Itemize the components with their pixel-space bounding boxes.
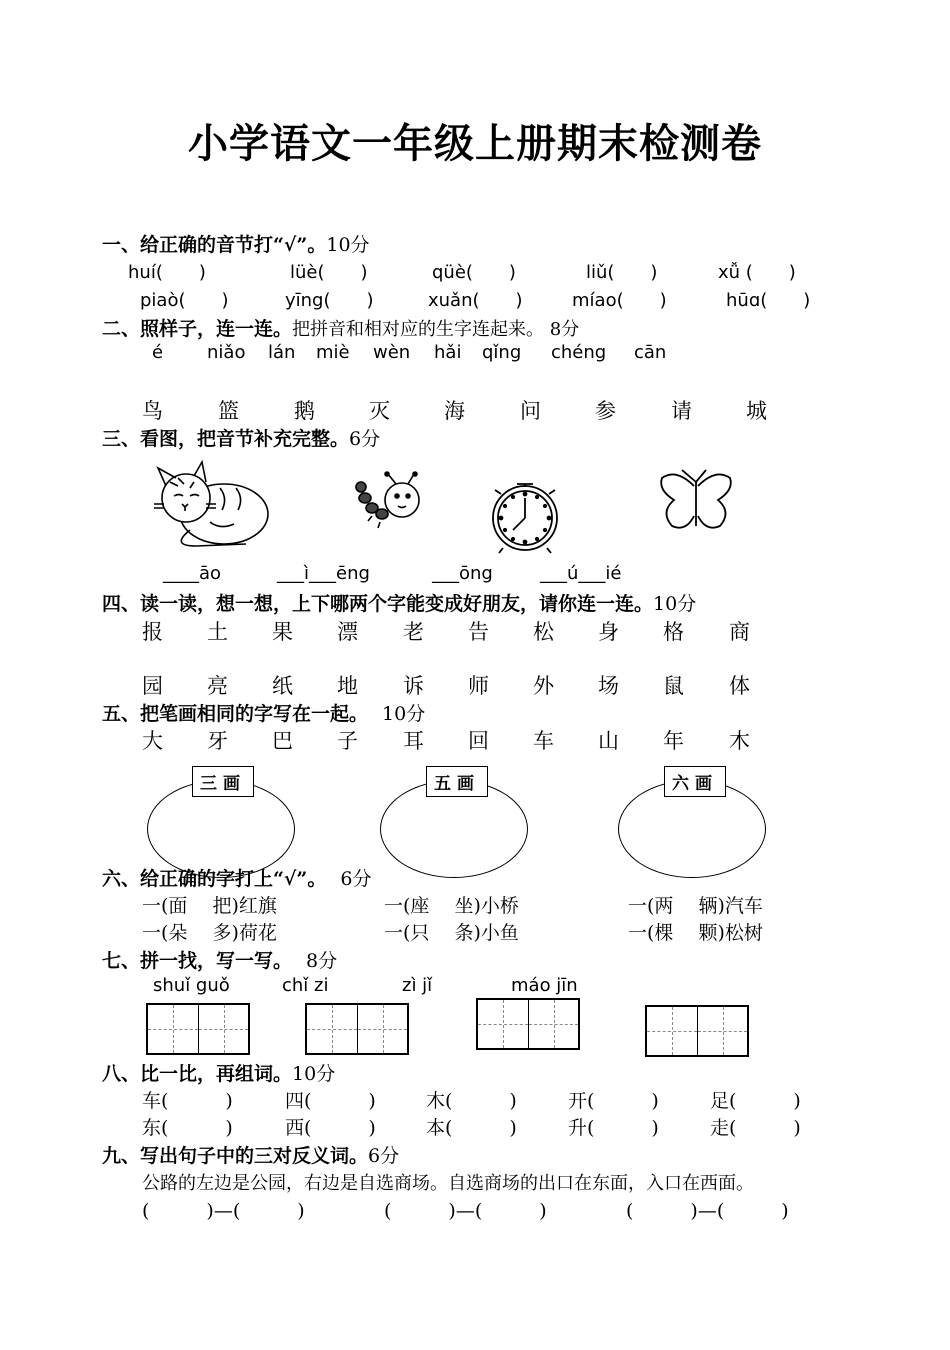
s1-option[interactable]: qüè( )	[432, 262, 516, 283]
s1-option[interactable]: piaò( )	[140, 290, 229, 311]
section-6-score: 6分	[340, 868, 372, 890]
section-3-heading	[102, 424, 380, 451]
s8-compare[interactable]: 升( )	[568, 1117, 659, 1139]
s4-top-char[interactable]: 果	[272, 620, 293, 644]
writing-grid[interactable]	[645, 1005, 749, 1057]
s4-bottom-char[interactable]: 鼠	[663, 674, 684, 698]
s4-bottom-char[interactable]: 体	[729, 674, 750, 698]
s7-pinyin: chǐ zi	[282, 975, 329, 996]
s5-char[interactable]: 耳	[403, 729, 424, 753]
s3-blank[interactable]: ____āo	[163, 563, 222, 584]
s3-blank[interactable]: ___ōng	[432, 563, 493, 584]
s2-char[interactable]: 问	[520, 399, 541, 423]
s4-bottom-char[interactable]: 地	[337, 674, 358, 698]
s2-pinyin[interactable]: lán	[268, 342, 296, 363]
s8-compare[interactable]: 东( )	[142, 1117, 233, 1139]
s1-option[interactable]: liǔ( )	[586, 262, 658, 283]
s4-top-char[interactable]: 漂	[337, 620, 358, 644]
section-4-heading	[102, 589, 696, 616]
s9-pair[interactable]: ( )—( )	[142, 1200, 305, 1222]
s6-choice[interactable]: 一(两 辆)汽车	[628, 895, 763, 917]
s5-char[interactable]: 年	[663, 729, 684, 753]
s4-top-char[interactable]: 土	[207, 620, 228, 644]
s9-pair[interactable]: ( )—( )	[626, 1200, 789, 1222]
s2-char[interactable]: 灭	[369, 399, 390, 423]
s4-top-char[interactable]: 格	[663, 620, 684, 644]
section-6-title: 六、给正确的字打上“√”。	[102, 868, 327, 890]
s2-pinyin[interactable]: chéng	[551, 342, 607, 363]
s1-option[interactable]: yīng( )	[285, 290, 374, 311]
s1-option[interactable]: xuǎn( )	[428, 290, 523, 311]
writing-grid[interactable]	[146, 1003, 250, 1055]
s4-bottom-char[interactable]: 场	[598, 674, 619, 698]
s4-top-char[interactable]: 身	[598, 620, 619, 644]
s2-char[interactable]: 海	[444, 399, 465, 423]
section-7-title: 七、拼一找，写一写。	[102, 950, 293, 972]
section-4-score: 10分	[653, 593, 697, 615]
s7-pinyin: shuǐ guǒ	[153, 975, 230, 996]
clock-icon	[487, 478, 563, 554]
section-1-title: 一、给正确的音节打“√”。	[102, 234, 327, 256]
s6-choice[interactable]: 一(朵 多)荷花	[142, 922, 277, 944]
s6-choice[interactable]: 一(座 坐)小桥	[384, 895, 519, 917]
s8-compare[interactable]: 开( )	[568, 1090, 659, 1112]
s2-pinyin[interactable]: cān	[634, 342, 667, 363]
s2-pinyin[interactable]: qǐng	[482, 342, 522, 363]
s1-option[interactable]: huí( )	[128, 262, 206, 283]
s4-top-char[interactable]: 老	[403, 620, 424, 644]
writing-grid[interactable]	[305, 1003, 409, 1055]
s3-blank[interactable]: ___ì___ēng	[277, 563, 370, 584]
cat-icon	[150, 458, 272, 552]
s5-char[interactable]: 回	[468, 729, 489, 753]
s2-pinyin[interactable]: wèn	[373, 342, 411, 363]
s4-top-char[interactable]: 报	[142, 620, 163, 644]
s5-char[interactable]: 木	[729, 729, 750, 753]
section-1-heading	[102, 230, 370, 257]
group-label-six: 六画	[664, 766, 726, 797]
s2-char[interactable]: 城	[746, 399, 767, 423]
section-8-title: 八、比一比，再组词。	[102, 1063, 293, 1085]
s4-top-char[interactable]: 商	[729, 620, 750, 644]
s4-bottom-char[interactable]: 外	[533, 674, 554, 698]
s8-compare[interactable]: 西( )	[285, 1117, 376, 1139]
s9-sentence: 公路的左边是公园，右边是自选商场。自选商场的出口在东面，入口在西面。	[142, 1173, 754, 1194]
s6-choice[interactable]: 一(面 把)红旗	[142, 895, 277, 917]
s4-bottom-char[interactable]: 园	[142, 674, 163, 698]
section-1-score: 10分	[326, 234, 370, 256]
section-9-score: 6分	[368, 1145, 400, 1167]
s4-bottom-char[interactable]: 亮	[207, 674, 228, 698]
s2-char[interactable]: 鹅	[294, 399, 315, 423]
s4-top-char[interactable]: 松	[533, 620, 554, 644]
s2-char[interactable]: 请	[671, 399, 692, 423]
s2-pinyin[interactable]: é	[152, 342, 164, 363]
s3-blank[interactable]: ___ú___ié	[540, 563, 622, 584]
s5-char[interactable]: 子	[337, 729, 358, 753]
section-5-title: 五、把笔画相同的字写在一起。	[102, 703, 369, 725]
section-7-score: 8分	[306, 950, 338, 972]
section-8-score: 10分	[292, 1063, 336, 1085]
s1-option[interactable]: míao( )	[572, 290, 667, 311]
caterpillar-icon	[352, 470, 424, 534]
s1-option[interactable]: hūɑ( )	[726, 290, 811, 311]
section-4-title: 四、读一读，想一想，上下哪两个字能变成好朋友，请你连一连。	[102, 593, 654, 615]
page-title: 小学语文一年级上册期末检测卷	[188, 120, 762, 167]
s8-compare[interactable]: 车( )	[142, 1090, 233, 1112]
s2-pinyin[interactable]: niǎo	[207, 342, 246, 363]
s8-compare[interactable]: 四( )	[285, 1090, 376, 1112]
group-label-three: 三画	[192, 766, 254, 797]
section-2-title: 二、照样子，连一连。	[102, 318, 293, 340]
writing-grid[interactable]	[476, 998, 580, 1050]
s2-char[interactable]: 参	[595, 399, 616, 423]
section-3-title: 三、看图，把音节补充完整。	[102, 428, 350, 450]
s2-pinyin[interactable]: hǎi	[434, 342, 462, 363]
s8-compare[interactable]: 足( )	[710, 1090, 801, 1112]
section-2-heading	[102, 314, 579, 341]
section-9-title: 九、写出句子中的三对反义词。	[102, 1145, 369, 1167]
s4-bottom-char[interactable]: 师	[468, 674, 489, 698]
section-9-heading	[102, 1141, 399, 1168]
s7-pinyin: máo jīn	[511, 975, 578, 996]
section-6-heading	[102, 864, 371, 891]
s2-char[interactable]: 篮	[218, 399, 239, 423]
s6-choice[interactable]: 一(只 条)小鱼	[384, 922, 519, 944]
s5-char[interactable]: 大	[142, 729, 163, 753]
s9-pair[interactable]: ( )—( )	[384, 1200, 547, 1222]
s4-bottom-char[interactable]: 纸	[272, 674, 293, 698]
section-2-desc: 把拼音和相对应的生字连起来。 8分	[292, 319, 580, 340]
section-5-score: 10分	[382, 703, 426, 725]
s8-compare[interactable]: 走( )	[710, 1117, 801, 1139]
section-8-heading	[102, 1059, 335, 1086]
s5-char[interactable]: 牙	[207, 729, 228, 753]
s7-pinyin: zì jǐ	[402, 975, 433, 996]
section-7-heading	[102, 946, 337, 973]
s1-option[interactable]: xǚ ( )	[718, 262, 796, 283]
s4-bottom-char[interactable]: 诉	[403, 674, 424, 698]
s2-pinyin[interactable]: miè	[316, 342, 350, 363]
s8-compare[interactable]: 本( )	[426, 1117, 517, 1139]
s5-char[interactable]: 车	[533, 729, 554, 753]
group-label-five: 五画	[426, 766, 488, 797]
s1-option[interactable]: lüè( )	[290, 262, 368, 283]
s4-top-char[interactable]: 告	[468, 620, 489, 644]
s2-char[interactable]: 鸟	[142, 399, 163, 423]
s8-compare[interactable]: 木( )	[426, 1090, 517, 1112]
section-3-score: 6分	[349, 428, 381, 450]
s6-choice[interactable]: 一(棵 颗)松树	[628, 922, 763, 944]
section-5-heading	[102, 699, 425, 726]
butterfly-icon	[656, 468, 736, 534]
s5-char[interactable]: 巴	[272, 729, 293, 753]
s5-char[interactable]: 山	[598, 729, 619, 753]
